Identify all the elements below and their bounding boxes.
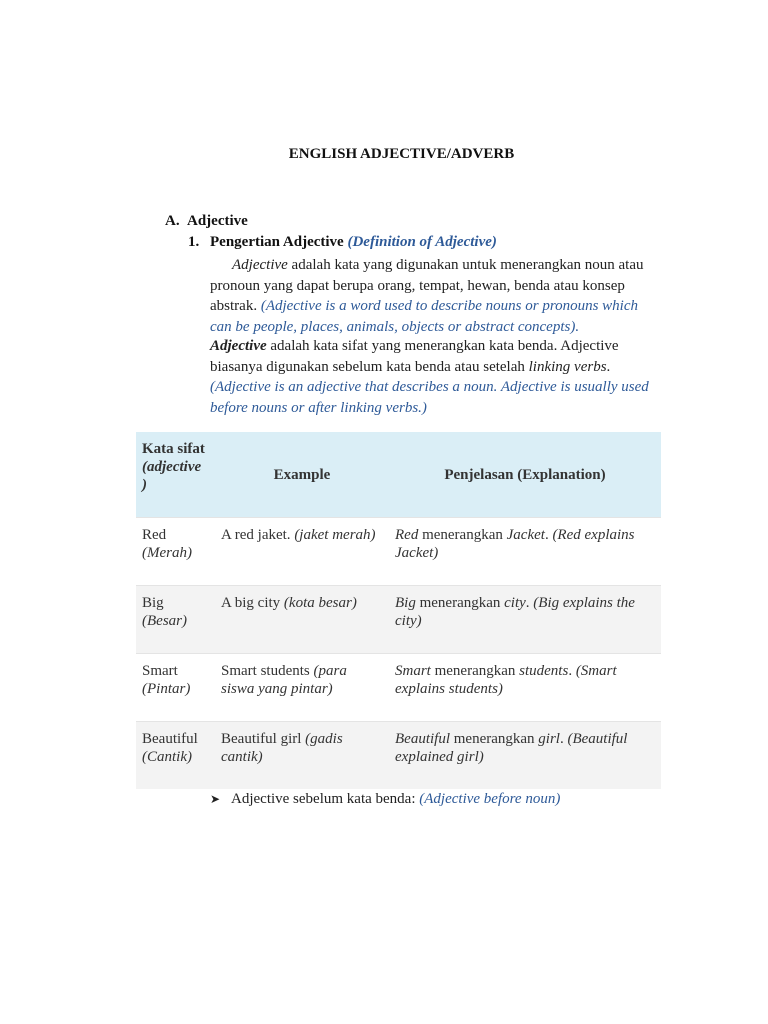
paragraph-text: adalah kata yang digunakan untuk menerangkan noun atau pronoun yang dapat berupa orang, tempat, hewan, benda atau konsep abstrak. — [210, 257, 644, 314]
table-row — [136, 654, 661, 722]
cell-explanation — [389, 518, 661, 586]
cell-word — [136, 586, 215, 654]
paragraph-term: Adjective — [232, 257, 288, 273]
word: Beautiful — [142, 731, 198, 747]
cell-word — [136, 518, 215, 586]
table-header-row — [136, 432, 661, 518]
explanation-translation: (Beautiful explained girl) — [395, 731, 628, 765]
cell-example — [215, 586, 389, 654]
word-translation: (Merah) — [142, 545, 192, 561]
explanation-noun: girl — [538, 731, 560, 747]
header-kata-sifat — [136, 432, 215, 518]
explanation-text: menerangkan — [430, 663, 520, 679]
example-translation: (para siswa yang pintar) — [221, 663, 347, 697]
example-translation: (kota besar) — [283, 595, 357, 611]
header-explanation: Penjelasan (Explanation) — [389, 432, 661, 518]
explanation-end: . — [559, 731, 568, 747]
paragraph-text-end: . — [606, 358, 611, 375]
example-text: Smart students — [221, 663, 314, 679]
explanation-text: menerangkan — [415, 595, 505, 611]
cell-example — [215, 722, 389, 790]
paragraph-term-linking: linking verbs — [528, 358, 607, 375]
explanation-word: Big — [395, 595, 416, 611]
arrow-bullet-icon: ➤ — [210, 792, 221, 806]
explanation-noun: Jacket — [506, 527, 545, 543]
cell-explanation — [389, 654, 661, 722]
subsection-translation: (Definition of Adjective) — [347, 234, 497, 250]
subsection-heading-definition — [188, 234, 497, 251]
explanation-translation: (Red explains Jacket) — [395, 527, 635, 561]
cell-explanation — [389, 722, 661, 790]
explanation-noun: students — [519, 663, 569, 679]
bullet-translation: (Adjective before noun) — [419, 791, 561, 807]
cell-word — [136, 722, 215, 790]
adjective-table — [136, 432, 661, 789]
explanation-end: . — [544, 527, 553, 543]
document-title: ENGLISH ADJECTIVE/ADVERB — [288, 146, 515, 162]
subsection-number: 1. — [188, 234, 200, 250]
example-text: A big city — [221, 595, 284, 611]
example-text: A red jaket. — [221, 527, 295, 543]
explanation-text: menerangkan — [450, 731, 539, 747]
table-row — [136, 586, 661, 654]
explanation-word: Beautiful — [395, 731, 450, 747]
explanation-end: . — [525, 595, 534, 611]
header-example: Example — [215, 432, 389, 518]
explanation-noun: city — [504, 595, 526, 611]
header-kata-sifat-label: Kata sifat — [142, 441, 205, 457]
bullet-text: Adjective sebelum kata benda: — [231, 791, 420, 807]
example-translation: (jaket merah) — [294, 527, 376, 543]
section-number: A. — [165, 213, 180, 229]
word-translation: (Besar) — [142, 613, 187, 629]
paragraph-definition-2 — [210, 336, 655, 418]
explanation-word: Smart — [395, 663, 431, 679]
word: Big — [142, 595, 164, 611]
paragraph-definition-1 — [210, 255, 655, 337]
cell-explanation — [389, 586, 661, 654]
explanation-text: menerangkan — [418, 527, 507, 543]
word: Smart — [142, 663, 178, 679]
explanation-translation: (Smart explains students) — [395, 663, 617, 697]
section-label: Adjective — [187, 213, 248, 229]
word-translation: (Cantik) — [142, 749, 192, 765]
paragraph-translation: (Adjective is an adjective that describes a noun. Adjective is usually used before nouns or after linking verbs.) — [210, 379, 649, 416]
table-row — [136, 722, 661, 790]
subsection-label: Pengertian Adjective — [210, 234, 344, 250]
explanation-word: Red — [395, 527, 419, 543]
table-row — [136, 518, 661, 586]
paragraph-translation: (Adjective is a word used to describe nouns or pronouns which can be people, places, animals, objects or abstract concepts). — [210, 298, 639, 335]
paragraph-term: Adjective — [210, 338, 267, 354]
header-kata-sifat-translation: (adjective ) — [142, 459, 202, 493]
paragraph-text: adalah kata sifat yang menerangkan kata benda. Adjective biasanya digunakan sebelum kata benda atau setelah — [210, 338, 619, 375]
cell-word — [136, 654, 215, 722]
explanation-translation: (Big explains the city) — [395, 595, 635, 629]
explanation-end: . — [568, 663, 576, 679]
bullet-adjective-before-noun — [210, 791, 560, 808]
section-heading-adjective — [165, 213, 248, 230]
cell-example — [215, 518, 389, 586]
cell-example — [215, 654, 389, 722]
word-translation: (Pintar) — [142, 681, 191, 697]
example-translation: (gadis cantik) — [221, 731, 343, 765]
example-text: Beautiful girl — [221, 731, 306, 747]
word: Red — [142, 527, 167, 543]
